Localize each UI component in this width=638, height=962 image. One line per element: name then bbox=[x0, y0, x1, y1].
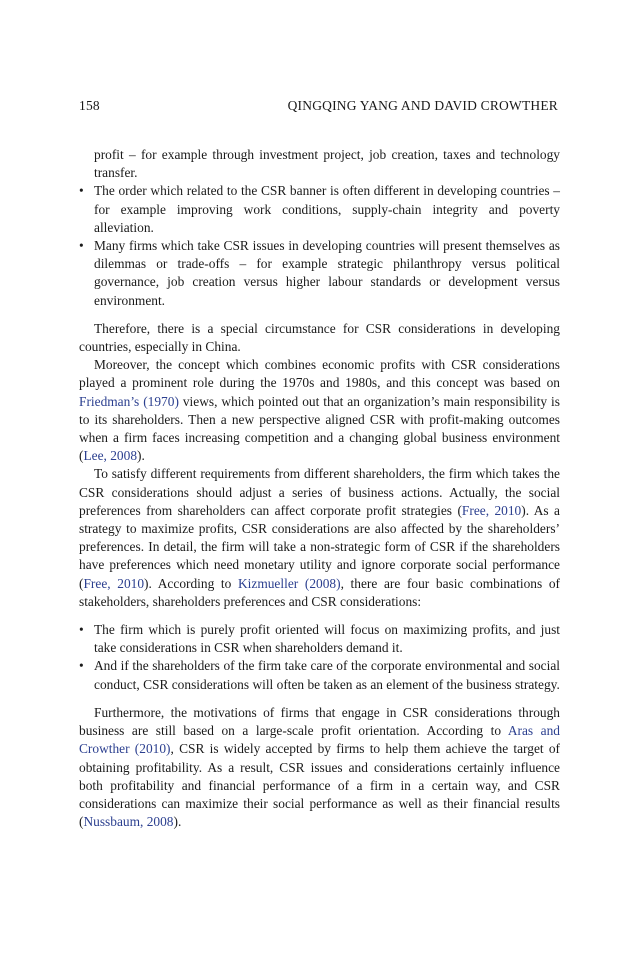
paragraph-text: ). bbox=[137, 448, 145, 464]
page-header bbox=[79, 98, 560, 114]
paragraph bbox=[79, 704, 560, 831]
list-item-text: Many firms which take CSR issues in developing countries will present themselves as dilemmas or trade-offs – for example strategic philanthropy versus political governance, job creation versus higher labour standards or development versus environment. bbox=[94, 238, 560, 308]
paragraph-text: views, which pointed out that an organization’s main responsibility is to its shareholders. Then a new perspective aligned CSR with profit-making outcomes when a firm faces increasing competition and a changing global business environment ( bbox=[79, 393, 560, 464]
page-number: 158 bbox=[79, 98, 100, 113]
bullet-list-2 bbox=[79, 621, 560, 694]
list-item bbox=[79, 237, 560, 310]
paragraph bbox=[79, 320, 560, 356]
list-item bbox=[79, 657, 560, 693]
spacer bbox=[79, 310, 560, 320]
paragraph bbox=[79, 465, 560, 611]
paragraph-text: ). According to bbox=[144, 575, 238, 591]
list-item-text: And if the shareholders of the firm take care of the corporate environmental and social conduct, CSR considerations will often be taken as an element of the business strategy. bbox=[94, 658, 560, 692]
bullet-icon: • bbox=[79, 238, 84, 254]
citation-link[interactable]: Free, 2010 bbox=[83, 575, 145, 591]
citation-link[interactable]: Kizmueller (2008) bbox=[237, 575, 341, 591]
paragraph-text: ). bbox=[173, 814, 182, 830]
bullet-icon: • bbox=[79, 183, 84, 199]
bullet-list-1 bbox=[79, 182, 560, 309]
bullet-continuation: profit – for example through investment project, job creation, taxes and technology transfer. bbox=[94, 147, 560, 181]
spacer bbox=[79, 694, 560, 704]
spacer bbox=[79, 611, 560, 621]
paragraph bbox=[79, 356, 560, 465]
paragraph-text: Furthermore, the motivations of firms that engage in CSR considerations through business are still based on a large-scale profit orientation. According to bbox=[79, 704, 560, 739]
citation-link[interactable]: Lee, 2008 bbox=[83, 448, 138, 464]
citation-link[interactable]: Nussbaum, 2008 bbox=[83, 814, 174, 830]
list-item bbox=[79, 182, 560, 237]
paragraph-text: Moreover, the concept which combines economic profits with CSR considerations played a prominent role during the 1970s and 1980s, and this concept was based on bbox=[79, 357, 560, 391]
list-item bbox=[79, 621, 560, 657]
page bbox=[79, 98, 560, 831]
list-item-text: The firm which is purely profit oriented will focus on maximizing profits, and just take considerations in CSR when shareholders demand it. bbox=[94, 622, 560, 656]
paragraph-text: , there are four basic combinations of stakeholders, shareholders preferences and CSR considerations: bbox=[79, 575, 561, 609]
paragraph-text: To satisfy different requirements from different shareholders, the firm which takes the CSR considerations should adjust a series of business actions. Actually, the social preferences from shareholders can affect corporate profit strategies ( bbox=[79, 466, 560, 518]
body-text bbox=[79, 146, 560, 831]
citation-link[interactable]: Free, 2010 bbox=[461, 502, 522, 518]
paragraph-text: Therefore, there is a special circumstance for CSR considerations in developing countries, especially in China. bbox=[79, 320, 560, 355]
paragraph-text: ). As a strategy to maximize profits, CSR considerations are also affected by the shareholders’ preferences. In detail, the firm will take a non-strategic form of CSR if the shareholders have preferences which need monetary utility and ignore corporate social performance ( bbox=[79, 502, 560, 591]
paragraph-text: , CSR is widely accepted by firms to help them achieve the target of obtaining profitability. As a result, CSR issues and considerations certainly influence both profitability and financial performance of a firm in a certain way, and CSR considerations can maximize their social performance as well as their financial results ( bbox=[79, 741, 560, 830]
list-item-text: The order which related to the CSR banner is often different in developing countries – for example improving work conditions, supply-chain integrity and poverty alleviation. bbox=[94, 183, 560, 235]
bullet-icon: • bbox=[79, 622, 84, 638]
running-head: QINGQING YANG AND DAVID CROWTHER bbox=[287, 98, 558, 113]
citation-link[interactable]: Aras and Crowther (2010) bbox=[79, 723, 560, 757]
citation-link[interactable]: Friedman’s (1970) bbox=[79, 393, 179, 409]
bullet-icon: • bbox=[79, 658, 84, 674]
